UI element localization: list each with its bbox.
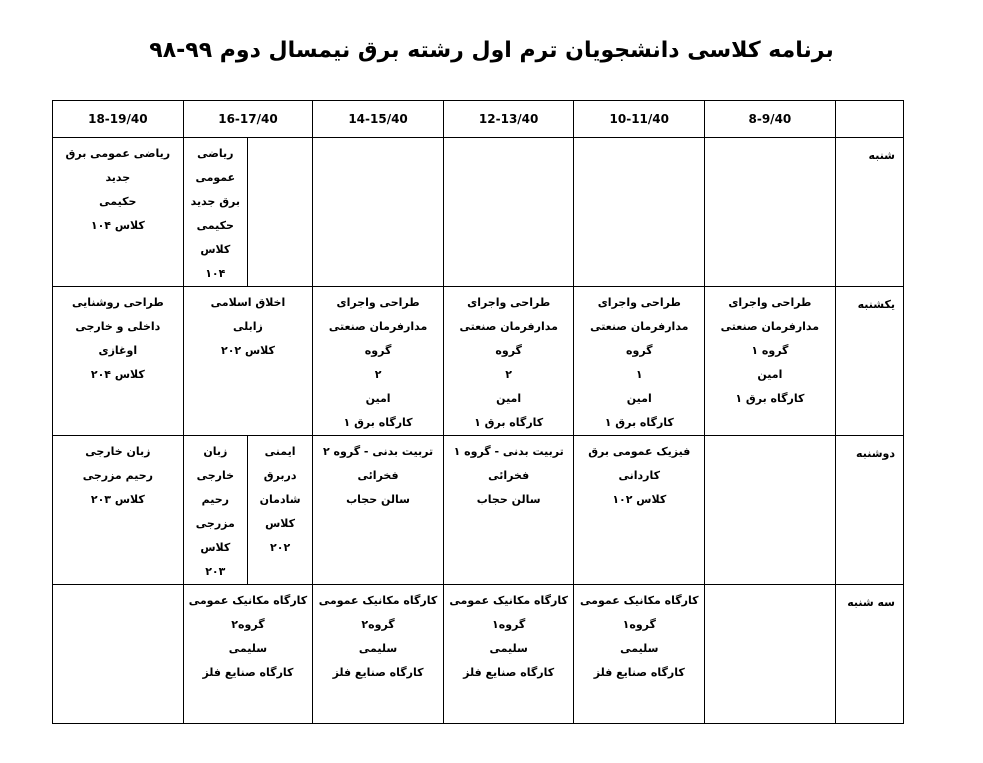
class-cell — [183, 138, 247, 287]
empty-cell — [313, 138, 444, 287]
corner-cell — [835, 101, 903, 138]
time-header: 8-9/40 — [705, 101, 836, 138]
class-cell — [183, 436, 247, 585]
class-cell — [53, 138, 184, 287]
time-header: 18-19/40 — [53, 101, 184, 138]
class-cell — [705, 287, 836, 436]
class-text: ایمنی دربرق شادمان کلاس ۲۰۲ — [259, 445, 301, 554]
class-cell — [313, 585, 444, 724]
time-header: 10-11/40 — [574, 101, 705, 138]
day-label: یکشنبه — [835, 287, 903, 436]
class-text: طراحی واجرای مدارفرمان صنعتی گروه ۱ امین کارگاه برق ۱ — [720, 296, 820, 405]
class-cell — [53, 287, 184, 436]
day-label: سه شنبه — [835, 585, 903, 724]
class-text: زبان خارجی رحیم مزرجی کلاس ۲۰۳ — [82, 445, 153, 506]
empty-cell — [53, 585, 184, 724]
page-title: برنامه کلاسی دانشجویان ترم اول رشته برق نیمسال دوم ۹۹-۹۸ — [149, 38, 834, 63]
header-row — [53, 101, 904, 138]
class-text: کارگاه مکانیک عمومی گروه۲ سلیمی کارگاه صنایع فلز — [188, 594, 308, 679]
class-text: کارگاه مکانیک عمومی گروه۲ سلیمی کارگاه صنایع فلز — [318, 594, 438, 679]
schedule-table — [52, 100, 904, 724]
class-text: تربیت بدنی - گروه ۲ فخرائی سالن حجاب — [322, 445, 434, 506]
class-text: فیزیک عمومی برق کاردانی کلاس ۱۰۲ — [588, 445, 691, 506]
empty-cell — [443, 138, 574, 287]
day-label: شنبه — [835, 138, 903, 287]
class-cell — [443, 585, 574, 724]
day-row-sunday — [53, 287, 904, 436]
class-text: کارگاه مکانیک عمومی گروه۱ سلیمی کارگاه صنایع فلز — [449, 594, 568, 679]
class-cell — [574, 436, 705, 585]
class-text: طراحی روشنایی داخلی و خارجی اوغازی کلاس ۲۰۴ — [71, 296, 164, 381]
class-text: اخلاق اسلامی زابلی کلاس ۲۰۲ — [210, 296, 286, 357]
time-header: 14-15/40 — [313, 101, 444, 138]
class-cell — [183, 585, 313, 724]
time-header: 16-17/40 — [183, 101, 313, 138]
class-cell — [313, 287, 444, 436]
class-cell — [183, 287, 313, 436]
class-cell — [574, 585, 705, 724]
day-row-monday — [53, 436, 904, 585]
class-cell — [574, 287, 705, 436]
class-cell — [247, 436, 312, 585]
class-text: ریاضی عمومی برق جدید حکیمی کلاس ۱۰۴ — [65, 147, 171, 232]
day-row-tuesday — [53, 585, 904, 724]
empty-cell — [705, 585, 836, 724]
class-text: تربیت بدنی - گروه ۱ فخرائی سالن حجاب — [453, 445, 564, 506]
class-cell — [443, 436, 574, 585]
class-cell — [313, 436, 444, 585]
time-header: 12-13/40 — [443, 101, 574, 138]
day-row-saturday — [53, 138, 904, 287]
class-text: زبان خارجی رحیم مزرجی کلاس ۲۰۳ — [195, 445, 235, 578]
class-text: طراحی واجرای مدارفرمان صنعتی گروه ۱ امین کارگاه برق ۱ — [590, 296, 689, 429]
empty-cell — [705, 436, 836, 585]
empty-cell — [574, 138, 705, 287]
day-label: دوشنبه — [835, 436, 903, 585]
class-text: طراحی واجرای مدارفرمان صنعتی گروه ۲ امین کارگاه برق ۱ — [459, 296, 558, 429]
class-text: کارگاه مکانیک عمومی گروه۱ سلیمی کارگاه صنایع فلز — [580, 594, 699, 679]
class-text: ریاضی عمومی برق جدید حکیمی کلاس ۱۰۴ — [190, 147, 240, 280]
empty-cell — [247, 138, 312, 287]
empty-cell — [705, 138, 836, 287]
class-cell — [443, 287, 574, 436]
class-text: طراحی واجرای مدارفرمان صنعتی گروه ۲ امین کارگاه برق ۱ — [328, 296, 428, 429]
class-cell — [53, 436, 184, 585]
